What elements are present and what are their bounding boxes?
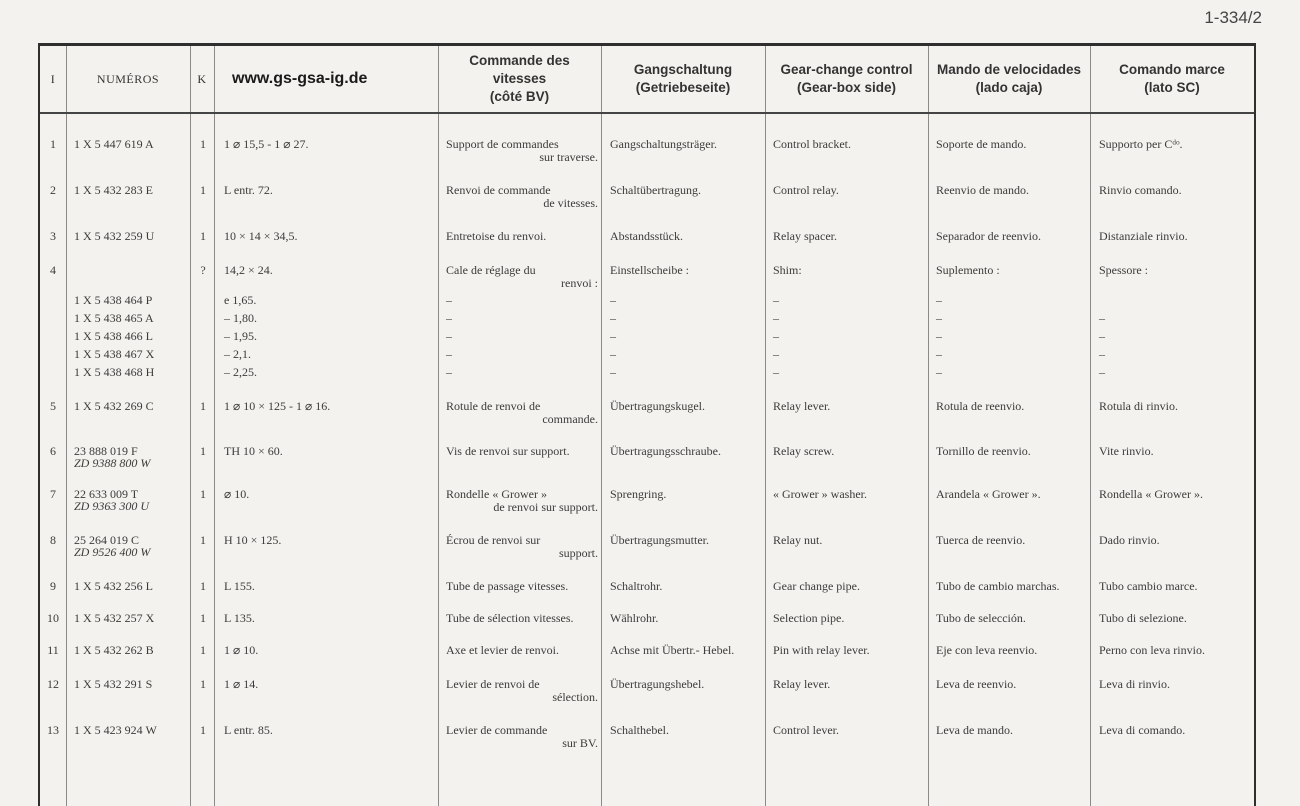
spanish-desc: Leva de mando. [936, 723, 1013, 737]
english-desc: Relay screw. [773, 444, 835, 458]
english-desc: Relay lever. [773, 677, 831, 691]
spanish-desc: – [936, 347, 942, 361]
german-desc: Übertragungshebel. [610, 677, 705, 691]
french-desc: Rotule de renvoi de [446, 399, 541, 413]
spanish-desc: – [936, 329, 942, 343]
french-desc-cont: de vitesses. [543, 196, 598, 210]
french-desc-cont: sur traverse. [539, 150, 598, 164]
french-desc: – [446, 329, 452, 343]
french-desc-cont: de renvoi sur support. [493, 500, 598, 514]
quantity: 1 [200, 677, 206, 691]
german-desc: Schaltübertragung. [610, 183, 701, 197]
dimension: – 2,25. [224, 365, 257, 379]
part-number: 1 X 5 438 466 L [74, 329, 153, 343]
italian-desc: Rotula di rinvio. [1099, 399, 1178, 413]
english-desc: Relay lever. [773, 399, 831, 413]
spanish-desc: Rotula de reenvio. [936, 399, 1025, 413]
item-index: 8 [50, 533, 56, 547]
item-index: 5 [50, 399, 56, 413]
french-desc: Renvoi de commande [446, 183, 551, 197]
dimension: L entr. 85. [224, 723, 273, 737]
dimension: – 2,1. [224, 347, 251, 361]
part-number-alt: ZD 9526 400 W [74, 545, 151, 559]
part-number-alt: ZD 9363 300 U [74, 499, 150, 513]
item-index: 10 [47, 611, 59, 625]
quantity: 1 [200, 533, 206, 547]
quantity: 1 [200, 137, 206, 151]
header-spanish: Mando de velocidades (lado caja) [936, 62, 1082, 95]
french-desc: – [446, 365, 452, 379]
spanish-desc: Tubo de selección. [936, 611, 1026, 625]
column-divider [190, 46, 191, 806]
quantity: 1 [200, 611, 206, 625]
italian-desc: Tubo cambio marce. [1099, 579, 1198, 593]
german-desc: Schaltrohr. [610, 579, 663, 593]
english-desc: – [773, 311, 779, 325]
french-desc: Écrou de renvoi sur [446, 533, 541, 547]
french-desc: Axe et levier de renvoi. [446, 643, 559, 657]
part-number: 23 888 019 F [74, 444, 138, 458]
italian-desc: Supporto per Cᵈᵒ. [1099, 137, 1183, 151]
dimension: 10 × 14 × 34,5. [224, 229, 298, 243]
spanish-desc: – [936, 311, 942, 325]
english-desc: – [773, 347, 779, 361]
italian-desc: Leva di rinvio. [1099, 677, 1170, 691]
quantity: 1 [200, 444, 206, 458]
french-desc: Entretoise du renvoi. [446, 229, 547, 243]
german-desc: – [610, 329, 616, 343]
part-number: 1 X 5 432 269 C [74, 399, 154, 413]
italian-desc: Tubo di selezione. [1099, 611, 1187, 625]
english-desc: Relay nut. [773, 533, 823, 547]
parts-table [38, 43, 1256, 806]
part-number: 1 X 5 432 262 B [74, 643, 154, 657]
item-index: 2 [50, 183, 56, 197]
quantity: 1 [200, 399, 206, 413]
dimension: 1 ⌀ 14. [224, 677, 259, 691]
dimension: 1 ⌀ 15,5 - 1 ⌀ 27. [224, 137, 309, 151]
spanish-desc: Tornillo de reenvio. [936, 444, 1031, 458]
part-number: 25 264 019 C [74, 533, 140, 547]
german-desc: – [610, 365, 616, 379]
part-number: 1 X 5 438 467 X [74, 347, 155, 361]
header-german: Gangschaltung (Getriebeseite) [633, 62, 733, 95]
column-divider [928, 46, 929, 806]
column-divider [438, 46, 439, 806]
header-rule [40, 112, 1254, 114]
quantity: 1 [200, 723, 206, 737]
part-number: 1 X 5 447 619 A [74, 137, 154, 151]
english-desc: « Grower » washer. [773, 487, 867, 501]
italian-desc: Leva di comando. [1099, 723, 1186, 737]
english-desc: Relay spacer. [773, 229, 837, 243]
header-numbers: NUMÉROS [96, 71, 160, 86]
watermark-url: www.gs-gsa-ig.de [232, 70, 368, 87]
german-desc: Gangschaltungsträger. [610, 137, 717, 151]
italian-desc: – [1099, 347, 1105, 361]
spanish-desc: Eje con leva reenvio. [936, 643, 1038, 657]
page-number: 1-334/2 [1204, 8, 1262, 27]
dimension: L 155. [224, 579, 255, 593]
italian-desc: – [1099, 365, 1105, 379]
part-number: 1 X 5 432 259 U [74, 229, 155, 243]
french-desc-cont: sélection. [552, 690, 598, 704]
english-desc: Pin with relay lever. [773, 643, 870, 657]
part-number: 1 X 5 432 256 L [74, 579, 153, 593]
german-desc: Schalthebel. [610, 723, 669, 737]
french-desc: Cale de réglage du [446, 263, 536, 277]
german-desc: Abstandsstück. [610, 229, 683, 243]
german-desc: Übertragungsschraube. [610, 444, 721, 458]
header-italian: Comando marce (lato SC) [1119, 62, 1225, 95]
german-desc: – [610, 293, 616, 307]
german-desc: – [610, 347, 616, 361]
item-index: 1 [50, 137, 56, 151]
italian-desc: – [1099, 329, 1105, 343]
part-number: 1 X 5 432 291 S [74, 677, 153, 691]
part-number: 1 X 5 423 924 W [74, 723, 157, 737]
spanish-desc: Tubo de cambio marchas. [936, 579, 1060, 593]
dimension: ⌀ 10. [224, 487, 250, 501]
part-number: 1 X 5 438 465 A [74, 311, 154, 325]
german-desc: Einstellscheibe : [610, 263, 689, 277]
item-index: 3 [50, 229, 56, 243]
item-index: 6 [50, 444, 56, 458]
item-index: 7 [50, 487, 56, 501]
item-index: 11 [47, 643, 59, 657]
french-desc-cont: sur BV. [562, 736, 598, 750]
italian-desc: – [1099, 311, 1105, 325]
column-divider [765, 46, 766, 806]
spanish-desc: Reenvio de mando. [936, 183, 1029, 197]
italian-desc: Rinvio comando. [1099, 183, 1182, 197]
german-desc: Wählrohr. [610, 611, 659, 625]
spanish-desc: Arandela « Grower ». [936, 487, 1041, 501]
french-desc-cont: commande. [542, 412, 598, 426]
spanish-desc: Suplemento : [936, 263, 1000, 277]
french-desc: Tube de passage vitesses. [446, 579, 569, 593]
french-desc: Levier de commande [446, 723, 548, 737]
french-desc: Support de commandes [446, 137, 559, 151]
spanish-desc: Leva de reenvio. [936, 677, 1017, 691]
dimension: e 1,65. [224, 293, 257, 307]
spanish-desc: – [936, 365, 942, 379]
dimension: 14,2 × 24. [224, 263, 273, 277]
quantity: 1 [200, 183, 206, 197]
english-desc: Selection pipe. [773, 611, 845, 625]
item-index: 4 [50, 263, 56, 277]
english-desc: Control bracket. [773, 137, 851, 151]
quantity: 1 [200, 229, 206, 243]
item-index: 12 [47, 677, 59, 691]
quantity: 1 [200, 643, 206, 657]
french-desc: Tube de sélection vitesses. [446, 611, 574, 625]
header-english: Gear-change control (Gear-box side) [780, 62, 913, 95]
dimension: TH 10 × 60. [224, 444, 283, 458]
item-index: 9 [50, 579, 56, 593]
german-desc: Achse mit Übertr.- Hebel. [610, 643, 735, 657]
french-desc: Rondelle « Grower » [446, 487, 547, 501]
french-desc-cont: support. [559, 546, 598, 560]
english-desc: Control relay. [773, 183, 839, 197]
column-divider [66, 46, 67, 806]
quantity: 1 [200, 579, 206, 593]
column-divider [214, 46, 215, 806]
column-divider [601, 46, 602, 806]
spanish-desc: Tuerca de reenvio. [936, 533, 1026, 547]
spanish-desc: Separador de reenvio. [936, 229, 1041, 243]
italian-desc: Rondella « Grower ». [1099, 487, 1203, 501]
french-desc-cont: renvoi : [561, 276, 598, 290]
part-number: 1 X 5 432 283 E [74, 183, 153, 197]
dimension: L entr. 72. [224, 183, 273, 197]
dimension: – 1,80. [224, 311, 257, 325]
part-number-alt: ZD 9388 800 W [74, 456, 151, 470]
italian-desc: Distanziale rinvio. [1099, 229, 1188, 243]
english-desc: – [773, 365, 779, 379]
german-desc: Übertragungskugel. [610, 399, 705, 413]
part-number: 1 X 5 432 257 X [74, 611, 155, 625]
header-index: I [50, 71, 56, 86]
column-divider [1090, 46, 1091, 806]
part-number: 22 633 009 T [74, 487, 139, 501]
italian-desc: Perno con leva rinvio. [1099, 643, 1205, 657]
french-desc: – [446, 293, 452, 307]
italian-desc: Spessore : [1099, 263, 1148, 277]
spanish-desc: Soporte de mando. [936, 137, 1027, 151]
english-desc: Gear change pipe. [773, 579, 860, 593]
french-desc: – [446, 311, 452, 325]
dimension: 1 ⌀ 10 × 125 - 1 ⌀ 16. [224, 399, 331, 413]
french-desc: Vis de renvoi sur support. [446, 444, 570, 458]
italian-desc: Dado rinvio. [1099, 533, 1160, 547]
german-desc: Übertragungsmutter. [610, 533, 709, 547]
french-desc: Levier de renvoi de [446, 677, 540, 691]
german-desc: Sprengring. [610, 487, 667, 501]
header-k: K [197, 71, 207, 86]
english-desc: – [773, 293, 779, 307]
english-desc: Control lever. [773, 723, 839, 737]
part-number: 1 X 5 438 468 H [74, 365, 155, 379]
spanish-desc: – [936, 293, 942, 307]
italian-desc: Vite rinvio. [1099, 444, 1154, 458]
dimension: – 1,95. [224, 329, 257, 343]
dimension: H 10 × 125. [224, 533, 282, 547]
french-desc: – [446, 347, 452, 361]
header-french: Commande des vitesses (côté BV) [469, 53, 570, 104]
english-desc: – [773, 329, 779, 343]
dimension: L 135. [224, 611, 255, 625]
quantity: ? [200, 263, 206, 277]
part-number: 1 X 5 438 464 P [74, 293, 153, 307]
quantity: 1 [200, 487, 206, 501]
item-index: 13 [47, 723, 59, 737]
german-desc: – [610, 311, 616, 325]
english-desc: Shim: [773, 263, 802, 277]
dimension: 1 ⌀ 10. [224, 643, 259, 657]
